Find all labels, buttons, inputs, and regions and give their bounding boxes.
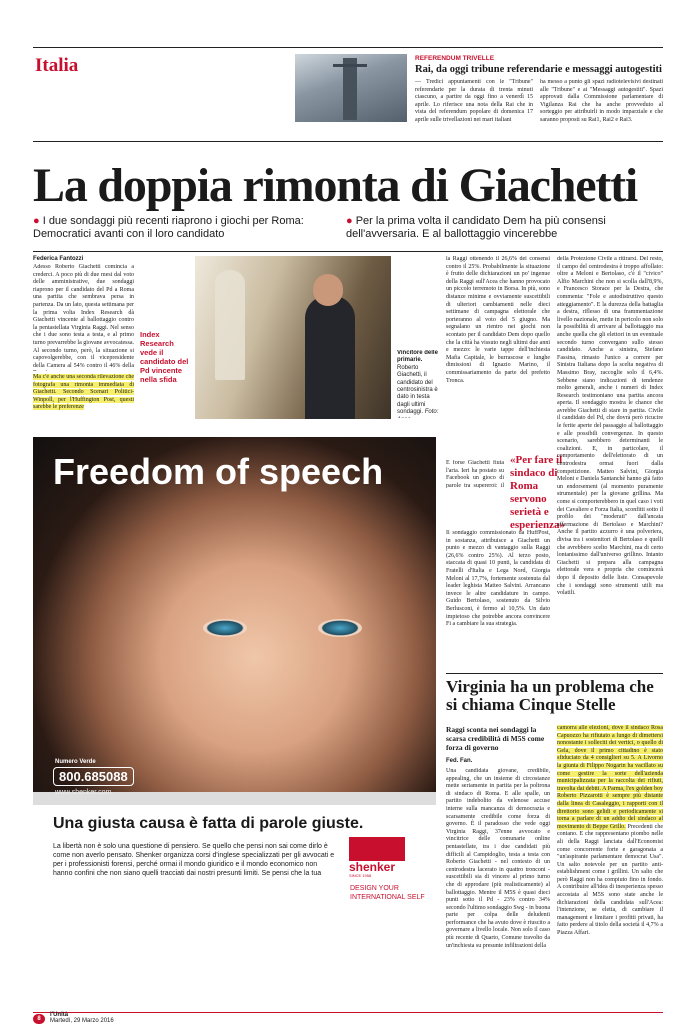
article-col4-c: In questo scenario, sarebbero determinanti le coalizioni. E, in particolare, il comportamento dell'elettorato di un centrodestra ormai fuori dalla competizione. Matteo Salvini, Giorgia Meloni e Daniela Santanchè hanno già fatto un endorsement (al momento puramente strumentale) per la giovane grillina. Ma come si comporterebbero in quel caso i voti dei Cavaliere e Forza Italia, sconfitti sotto il profilo dei "moderati" dall'ancata affermazione di Bertolaso e Marchini? Anche il partito azzurro è una polveriera, divisa tra i sostenitori di Bertolaso e quelli che avrebbero scelto Marchini, ma di certo lontanissimo dall'universo grillino. Intanto Giachetti si prepara alla campagna elettorale vera e propria che comincerà dopo il deposito delle liste. Consapevole che i sondaggi sono strumenti utili ma volatili. [557, 430, 663, 597]
ad-brand: shenker [349, 860, 396, 874]
photo-caption [397, 350, 441, 418]
ad-body: La libertà non è solo una questione di pensiero. Se quello che pensi non sai come dirlo è come non averlo pensato. Shenker organizza corsi d'inglese specializzati per gli avvocati e per i professionisti forensi, perché ormai il mondo giuridico e il mondo economico non hanno confini che non siano quelli tracciati dai nostri presunti limiti. Se pensi che la tua [53, 843, 335, 877]
top-kicker: REFERENDUM TRIVELLE [415, 55, 495, 62]
article-col4-a: della Protezione Civile a ritirarsi. Del resto, il campo del centrodestra è troppo affollato: oltre a Meloni e Bertolaso, c'è il "civico" Alfio Marchini che non si scolla dall'8,9%, e Francesco Storace per la Destra, che commenta: "Fole e autodistruttivo questo atteggiamento". E la durezza della battaglia a destra, riflesso di una frammentazione livello nazionale, mette in pericolo non solo la possibilità di arrivare al ballottaggio ma anche quella che gli elettori in un eventuale secondo turno convergano sullo stesso candidato. Anche a sinistra, Stefano Fassina, rimasto l'unico a correre per Sinistra Italiana dopo la scelta negativa di Massimo Bray, raccoglie solo il 6,4%. [557, 256, 663, 376]
ad-title: Freedom of speech [53, 451, 384, 492]
drilling-photo [295, 54, 407, 122]
headline: La doppia rimonta di Giachetti [33, 159, 638, 212]
top-col1: — Tredici appuntamenti con le "Tribune" referendarie per la durata di trenta minuti ciascuno, a partire da oggi fino a venerdì 15 aprile. Lo riferisce una nota della Rai che in vista del referendum popolare di domenica 17 aprile sulle trivellazioni nei mari italiani [415, 79, 533, 123]
issue-date: Martedì, 29 Marzo 2016 [50, 1018, 114, 1024]
ad-slogan: DESIGN YOUR INTERNATIONAL SELF [350, 885, 425, 901]
article-col3: la Raggi ottenendo il 26,6% dei consensi contro il 25%. Probabilmente la situazione è frutto delle dichiarazioni un po' ingenue della Raggi sull'Acea che hanno provocato un piccolo terremoto in Borsa. In più, sono distanze minime e ovviamente suscettibili di ulteriori cambiamenti nelle dieci settimane di campagna elettorale che porteranno al voto del 5 giugno. Ma segnalano un rientro nei giochi non scontato per il candidato Dem dopo quello che la città ha vissuto negli ultimi due anni e mezzo: le varie tappe dell'inchiesta Mafia Capitale, le burrascose e lunghe dimissioni di Ignazio Marino, il commissariamento da parte del prefetto Tronca. [446, 256, 550, 384]
article2-byline: Fed. Fan. [446, 758, 473, 764]
footer-rule [33, 1012, 663, 1013]
caption-lead: Vincitore delle primarie. [397, 350, 438, 364]
article-col4-b: Sebbene siano indicazioni di tendenze molto generali, anche i numeri di Index Research testimoniano una partita ancora aperta. Il sondaggio mostra le chance che avrebbe Giachetti di stare in partita. Civile il candidato del Pd, che dovrà però ricucire le ferite aperte del passaggio al ballottaggio e alle possibili convergenze. [557, 377, 663, 437]
article2-kicker: Raggi sconta nei sondaggi la scarsa credibilità di M5S come forza di governo [446, 725, 545, 752]
giachetti-photo [195, 256, 391, 419]
section-title: Italia [35, 55, 79, 76]
bullet-icon: ● [346, 215, 356, 227]
article2-col2-a: camorra alle elezioni, dove il sindaco Rosa Capuozzo ha rifiutato a lungo di dimettersi nonostante i solleciti dei vertici, o quello di Gela, dove il primo cittadino è stato sfiduciato da 4 consiglieri su 5. A Livorno la giunta di Filippo Nogarin ha vacillato su come gestire la sorte dell'azienda municipalizzata per la raccolta dei rifiuti, travolta dai debiti. A Parma, l'ex golden boy Roberto Pizzarotti è sempre più distante dalla linea di Casaleggio, i rapporti con il direttorio sono gelidi e periodicamente si torna a parlare di un addio del sindaco al movimento di Beppe Grillo. [557, 725, 663, 830]
ad-website[interactable]: www.shenker.com [55, 789, 112, 796]
article2-col1-a: Una candidata giovane, credibile, appealing, che un insieme di circostanze mette seriamente in partita per la poltrona di sindaco di Roma. E alle spalle, un partito indebolito da velenose accuse interne sulla mancanza di democrazia e scarsamente credibile come forza di governo. [446, 768, 550, 828]
caption-text: Roberto Giachetti, il candidato del centrosinistra è dato in testa dagli ultimi sondaggi. [397, 364, 438, 416]
divider [446, 673, 663, 674]
article2-col2-b: Precedenti che contano. E che rappresentano piombo nelle ali della Raggi lanciata dall'Economist come concorrente forte e garagonata a "un'aspirante parlamentare democrat Usa". Un salto notevole per un partito anti-establishment come i grillini. Un salto che però Raggi non ha compiuto fino in fondo. A contribuire all'idea di inesperienza spesso accostata al M5S sono state anche le dichiarazioni della candidata sull'Acea: l'intenzione, se eletta, di cambiare il management e limitare i profitti privati, ha fatto perdere al titolo della società il 4,7% a Piazza Affari. [557, 823, 663, 937]
shenker-logo-icon [349, 837, 405, 861]
subheadline-2-text: Per la prima volta il candidato Dem ha più consensi dell'avversaria. E al ballottaggio vincerebbe [346, 215, 606, 240]
article-col4 [557, 256, 663, 652]
article-lead-2 [33, 374, 134, 420]
subheadline-1 [33, 215, 333, 241]
subheadline-2 [346, 215, 664, 241]
divider [33, 141, 663, 142]
bullet-icon: ● [33, 215, 43, 227]
article-col3-b: E forse Giachetti fiuta l'aria. Ieri ha postato su Facebook un gioco di parole tra supereroi: il [446, 460, 504, 488]
ad-phone[interactable]: 800.685088 [53, 767, 134, 786]
ad-since: SINCE 1958 [349, 873, 372, 878]
pull-quote: «Per fare il sindaco di Roma servono serietà e esperienza» [510, 454, 565, 531]
article2-col1 [446, 768, 550, 1009]
article2-col2 [557, 725, 663, 1009]
ad-toll-free-label: Numero Verde [55, 759, 96, 765]
article2-title: Virginia ha un problema che si chiama Cinque Stelle [446, 677, 654, 714]
pull-quote-box: Index Research vede il candidato del Pd vincente nella sfida [140, 330, 189, 384]
photo-credit: Foto: [424, 409, 439, 416]
divider [33, 251, 663, 252]
article-col3-c: Il sondaggio commissionato da HuffPost, in sostanza, attribuisce a Giachetti un punto e mezzo di vantaggio sulla Raggi (26,6% contro 25%). Al terzo posto, staccata di quasi 10 punti, la candidata di Fratelli d'Italia e Lega Nord, Giorgia Meloni al 17,7%, fortemente sostenuta dal leader leghista Matteo Salvini. Arrancano invece le altre candidature in campo. Guido Bertolaso, sostenuto da Silvio Berlusconi, è fermo al 10,5%. Un dato impietoso che potrebbe ancora convincere Fi a cambiare la sua strategia. [446, 530, 550, 628]
subheadline-1-text: I due sondaggi più recenti riaprono i giochi per Roma: Democratici avanti con il loro candidato [33, 215, 304, 240]
article-lead: Adesso Roberto Giachetti comincia a crederci. A poco più di due mesi dal voto delle amministrative, due sondaggi riaprono per il candidato del Pd a Roma una partita che sembrava persa in partenza. Da un lato, questa settimana per la prima volta Index Research dà Giachetti vincente al ballottaggio contro la pentastellata Virginia Raggi. Nel senso che i due sono testa a testa, e al primo turno prevarrebbe la giovane avvocatessa. Al secondo turno, però, la situazione si capovolgerebbe, con il vicepresidente della Camera al 54% contro il 46% della [33, 264, 134, 369]
top-title: Rai, da oggi tribune referendarie e messaggi autogestiti [415, 64, 662, 75]
article2-col1-b: È il paradosso che vede oggi Virginia Raggi, 37enne avvocato e vincitrice delle comunarie online pentastellate, tra i due candidati più difficili al Campidoglio, testa a testa con Roberto Giachetti - nel contesto di un centrodestra lacerato in quattro tronconi - suscettibili sia di vincere al primo turno che di approdare (più realisticamente) al ballottaggio. Mentre il M5S è quasi dieci punti sotto il Pd - 23% contro 34% secondo l'ultimo sondaggio Swg - in buona parte per colpa delle deludenti performance che ha avuto dove è riuscito a governare a livello locale. Non solo il caso più recente di Quarto, Comune travolto da un'inchiesta su presunte infiltrazioni della [446, 821, 550, 949]
top-rule [33, 47, 663, 48]
page-number: 8 [33, 1014, 45, 1024]
ad-tagline: Una giusta causa è fatta di parole giuste. [53, 815, 364, 832]
newspaper-name: l'Unità [50, 1012, 69, 1018]
byline: Federica Fantozzi [33, 256, 84, 262]
highlighted-text: Ma c'è anche una seconda rilevazione che fotografa una rimonta immediata di Giachetti. Secondo Scenari Politici-Winpoll, per l'Huffington Post, questi sarebbe le preferenze [33, 374, 134, 411]
top-col2: ha messo a punto gli spazi radiotelevisivi destinati alle "Tribune" e ai "Messaggi autogestiti". Spazi approvati dalla Commissione parlamentare di Vigilanza Rai che ha anche provveduto al sorteggio per attribuirli in modo imparziale e che saranno proposti su Rai1, Rai2 e Rai3. [540, 79, 663, 123]
shenker-ad[interactable] [33, 437, 436, 878]
